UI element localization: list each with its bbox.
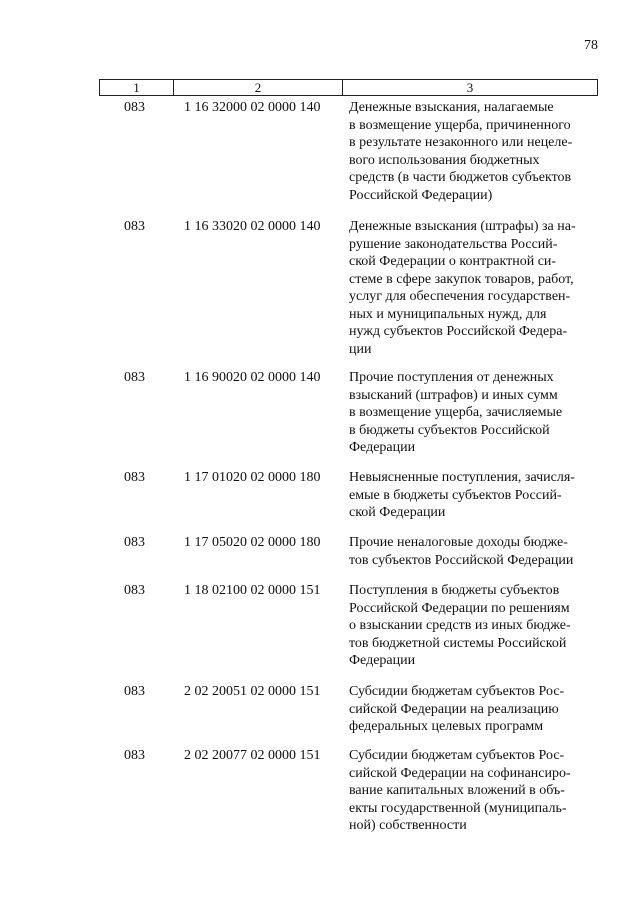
revenue-description: [349, 747, 591, 835]
budget-classification-code: 1 16 32000 02 0000 140: [184, 100, 321, 115]
description-line: тов бюджетной системы Российской: [349, 635, 567, 651]
revenue-description: [349, 469, 591, 522]
description-line: в результате незаконного или нецеле-: [349, 135, 573, 150]
table-header: [99, 79, 598, 96]
description-line: стеме в сфере закупок товаров, работ,: [349, 271, 574, 287]
description-line: ции: [349, 341, 372, 357]
description-line: в бюджеты субъектов Российской: [349, 422, 550, 438]
admin-code: 083: [124, 748, 145, 763]
revenue-description: [349, 99, 591, 204]
description-line: емые в бюджеты субъектов Россий-: [349, 487, 562, 503]
admin-code: 083: [124, 219, 145, 234]
revenue-description: [349, 218, 591, 358]
admin-code: 083: [124, 535, 145, 550]
revenue-description: [349, 582, 591, 670]
description-line: Российской Федерации): [349, 187, 493, 203]
description-line: Прочие поступления от денежных: [349, 370, 554, 385]
budget-classification-code: 2 02 20051 02 0000 151: [184, 684, 321, 699]
description-line: Денежные взыскания, налагаемые: [349, 100, 554, 115]
description-line: взысканий (штрафов) и иных сумм: [349, 387, 558, 403]
description-line: ской Федерации: [349, 505, 446, 520]
description-line: Денежные взыскания (штрафы) за на-: [349, 219, 576, 234]
description-line: Прочие неналоговые доходы бюдже-: [349, 535, 568, 550]
description-line: федеральных целевых программ: [349, 719, 544, 734]
budget-classification-code: 1 17 05020 02 0000 180: [184, 535, 321, 550]
description-line: сийской Федерации на софинансиро-: [349, 765, 571, 781]
admin-code: 083: [124, 583, 145, 598]
description-line: екты государственной (муниципаль-: [349, 800, 567, 816]
description-line: услуг для обеспечения государствен-: [349, 289, 571, 304]
description-line: Субсидии бюджетам субъектов Рос-: [349, 748, 565, 763]
budget-classification-code: 2 02 20077 02 0000 151: [184, 748, 321, 763]
revenue-description: [349, 369, 591, 457]
description-line: тов субъектов Российской Федерации: [349, 552, 574, 568]
revenue-description: [349, 683, 591, 736]
description-line: Поступления в бюджеты субъектов: [349, 583, 560, 598]
budget-classification-code: 1 17 01020 02 0000 180: [184, 470, 321, 485]
description-line: Федерации: [349, 653, 416, 668]
page-number: 78: [584, 38, 598, 53]
budget-classification-code: 1 16 90020 02 0000 140: [184, 370, 321, 385]
description-line: Невыясненные поступления, зачисля-: [349, 470, 575, 485]
budget-classification-code: 1 18 02100 02 0000 151: [184, 583, 321, 598]
description-line: о взыскании средств из иных бюдже-: [349, 618, 571, 633]
description-line: ных и муниципальных нужд, для: [349, 306, 547, 322]
description-line: ской Федерации о контрактной си-: [349, 254, 557, 269]
description-line: в возмещение ущерба, причиненного: [349, 117, 571, 133]
description-line: ной) собственности: [349, 818, 467, 833]
description-line: Субсидии бюджетам субъектов Рос-: [349, 684, 565, 699]
admin-code: 083: [124, 370, 145, 385]
header-col-3: 3: [466, 80, 474, 95]
admin-code: 083: [124, 684, 145, 699]
header-col-1: 1: [100, 80, 174, 95]
admin-code: 083: [124, 100, 145, 115]
header-col-2: 2: [174, 80, 343, 95]
description-line: в возмещение ущерба, зачисляемые: [349, 405, 563, 420]
description-line: Российской Федерации по решениям: [349, 600, 570, 616]
revenue-description: [349, 534, 591, 569]
description-line: нужд субъектов Российской Федера-: [349, 324, 568, 339]
admin-code: 083: [124, 470, 145, 485]
description-line: рушение законодательства Россий-: [349, 236, 558, 252]
description-line: Федерации: [349, 440, 416, 455]
budget-classification-code: 1 16 33020 02 0000 140: [184, 219, 321, 234]
description-line: сийской Федерации на реализацию: [349, 701, 559, 717]
description-line: средств (в части бюджетов субъектов: [349, 170, 572, 185]
description-line: вание капитальных вложений в объ-: [349, 783, 565, 798]
description-line: вого использования бюджетных: [349, 152, 540, 168]
